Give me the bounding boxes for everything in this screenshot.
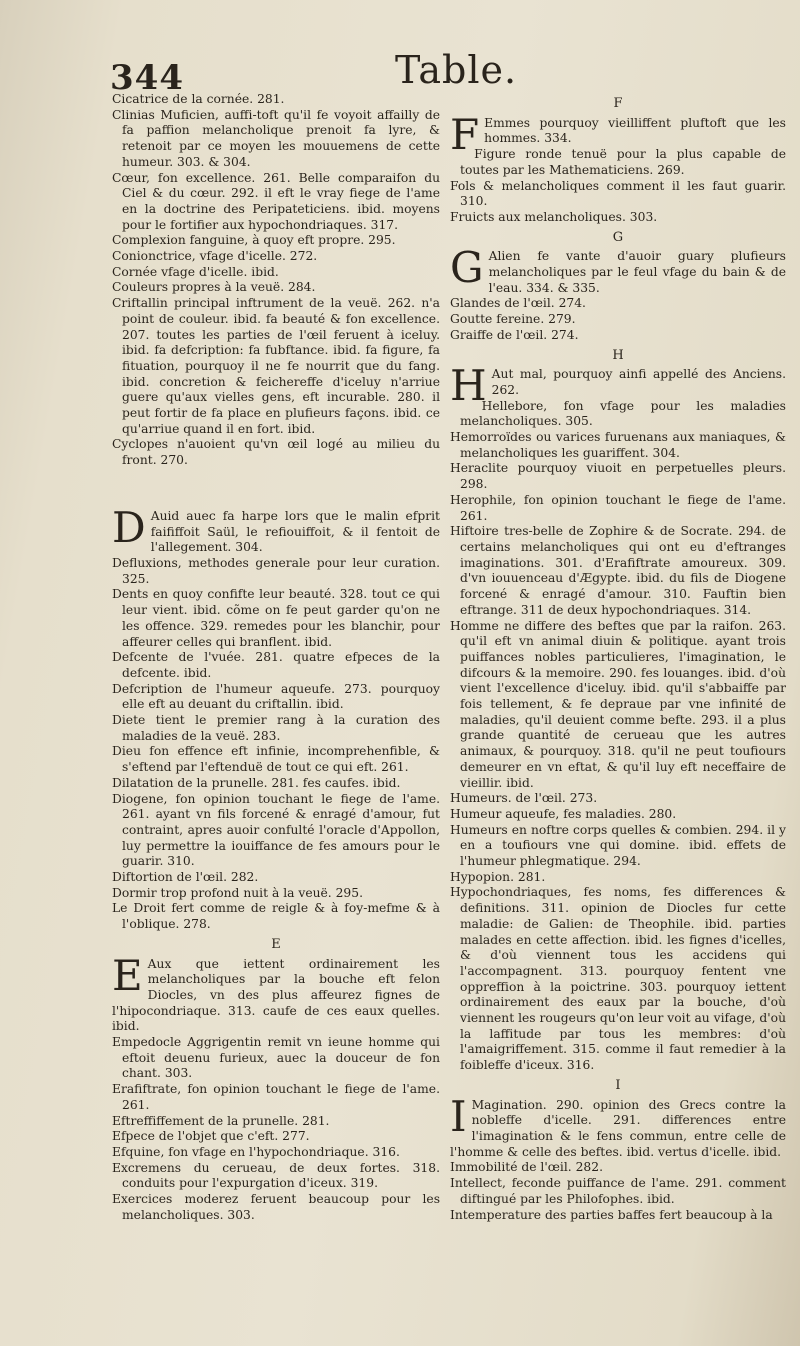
index-entry: Cœur, fon excellence. 261. Belle comparaifon du Ciel & du cœur. 292. il eft le vray fiege de l'ame en la doctrine des Peripateticiens. ibid. moyens pour le fortifier aux hypochondriaques. 317. (112, 170, 440, 232)
page-number: 344 (110, 58, 184, 98)
index-entry-initial: DAuid auec fa harpe lors que le malin efprit faififfoit Saül, le refiouiffoit, & il fentoit de l'allegement. 304. (112, 502, 440, 555)
index-entry: Empedocle Aggrigentin remit vn ieune homme qui eftoit deuenu furieux, auec la douceur de fon chant. 303. (112, 1035, 440, 1081)
index-entry: Couleurs propres à la veuë. 284. (112, 280, 316, 295)
index-entry-initial: EAux que iettent ordinairement les melancholiques par la bouche eft felon Diocles, vn des plus affeurez fignes de l'hipocondriaque. 313. caufe de ces eaux quelles. ibid. (112, 950, 440, 1034)
index-entry: Figure ronde tenuë pour la plus capable de toutes par les Mathematiciens. 269. (460, 147, 786, 177)
index-entry: Glandes de l'œil. 274. (450, 296, 586, 311)
index-entry: Heraclite pourquoy viuoit en perpetuelles pleurs. 298. (450, 461, 786, 492)
index-entry: Humeurs en noftre corps quelles & combien. 294. il y en a toufiours vne qui domine. ibid. effets de l'humeur phlegmatique. 294. (450, 822, 786, 869)
index-entry: Graiffe de l'œil. 274. (450, 327, 579, 342)
index-entry: Hiftoire tres-belle de Zophire & de Socrate. 294. de certains melancholiques qui ont eu d'eftranges imaginations. 301. d'Erafiftrate amoureux. 309. d'vn iouuenceau d'Ægypte. ibid. du fils de Diogene forcené & enragé d'amour. 310. Fauftin bien eftrange. 311 de deux hypochondriaques. 314. (450, 524, 786, 617)
index-entry-initial: HAut mal, pourquoy ainfi appellé des Anciens. 262. (450, 361, 786, 411)
index-entry: Defcription de l'humeur aqueufe. 273. pourquoy elle eft au deuant du criftallin. ibid. (112, 681, 440, 712)
index-entry: Eftreffiffement de la prunelle. 281. (112, 1113, 330, 1128)
index-entry: Herophile, fon opinion touchant le fiege de l'ame. 261. (450, 492, 786, 523)
index-entry: Cornée vfage d'icelle. ibid. (112, 264, 279, 279)
index-entry-initial: GAlien fe vante d'auoir guary plufieurs melancholiques par le feul vfage du bain & de l'eau. 334. & 335. (450, 243, 786, 295)
index-entry: Intemperature des parties baffes fert beaucoup à la (450, 1207, 773, 1222)
index-entry: Efquine, fon vfage en l'hypochondriaque. 316. (112, 1145, 400, 1159)
index-entry: Hypochondriaques, fes noms, fes differences & definitions. 311. opinion de Diocles fur cette maladie: de Galien: de Theophile. ibid. parties malades en cette affection. ibid. les fignes d'icelles, & d'où viennent tous les accidens qui l'accompagnent. 313. pourquoy fentent vne oppreffion à la poictrine. 303. pourquoy iettent ordinairement des eaux par la bouche, d'où viennent les rougeurs qu'on leur voit au vifage, d'où la laffitude par tous les membres: d'où l'amaigriffement. 315. comme il faut remedier à la foibleffe d'iceux. 316. (450, 885, 786, 1073)
index-entry: Humeurs. de l'œil. 273. (450, 791, 598, 806)
index-entry: Hypopion. 281. (450, 869, 546, 884)
letter-section-header: I (615, 1077, 621, 1093)
index-entry: Le Droit fert comme de reigle & à foy-mefme & à l'oblique. 278. (112, 901, 440, 932)
index-entry: Erafiftrate, fon opinion touchant le fiege de l'ame. 261. (112, 1082, 440, 1112)
index-entry: Fols & melancholiques comment il les faut guarir. 310. (450, 178, 786, 209)
index-entry: Clinias Muficien, auffi-toft qu'il fe voyoit affailly de fa paffion melancholique prenoit fa lyre, & retenoit par ce moyen les mouuemens de cette humeur. 303. & 304. (112, 107, 440, 169)
index-entry: Complexion fanguine, à quoy eft propre. 295. (112, 233, 396, 248)
index-column-right (450, 92, 786, 1223)
index-entry: Criftallin principal inftrument de la veuë. 262. n'a point de couleur. ibid. fa beauté & fon excellence. 207. toutes les parties de l'œil feruent à iceluy. ibid. fa defcription: fa fubftance. ibid. fa figure, fa fituation, pourquoy il ne fe nourrit que du fang. ibid. concretion & feichereffe d'iceluy n'arriue guere qu'aux vielles gens, eft incurable. 280. il peut fortir de fa place en plufieurs façons. ibid. ce qu'arriue quand il en fort. ibid. (112, 296, 440, 436)
index-entry: Dieu fon effence eft infinie, incomprehenfible, & s'eftend par l'eftenduë de tout ce qui eft. 261. (112, 744, 440, 775)
index-entry-initial: FEmmes pourquoy vieilliffent pluftoft que les hommes. 334. (450, 109, 786, 159)
index-entry: Intellect, feconde puiffance de l'ame. 291. comment diftingué par les Philofophes. ibid. (450, 1176, 786, 1206)
index-entry: Efpece de l'objet que c'eft. 277. (112, 1129, 310, 1144)
index-entry: Excremens du cerueau, de deux fortes. 318. conduits pour l'expurgation d'iceux. 319. (112, 1160, 440, 1191)
index-entry: Defcente de l'vuée. 281. quatre efpeces de la defcente. ibid. (112, 650, 440, 680)
index-entry: Goutte fereine. 279. (450, 312, 576, 327)
index-entry: Homme ne differe des beftes que par la raifon. 263. qu'il eft vn animal diuin & politique. ayant trois puiffances nobles particulieres, l'imagination, le difcours & la memoire. 290. fes louanges. ibid. d'où vient l'excellence d'iceluy. ibid. qu'il s'abbaiffe par fois tellement, & fe depraue par vne infinité de maladies, qu'il deuient comme befte. 293. il a plus grande quantité de cerueau que les autres animaux, & pourquoy. 318. qu'il ne peut toufiours demeurer en vn eftat, & qu'il luy eft neceffaire de vieillir. ibid. (450, 618, 786, 790)
index-entry: Dilatation de la prunelle. 281. fes caufes. ibid. (112, 775, 401, 790)
page-title: Table. (395, 48, 518, 92)
index-entry: Dormir trop profond nuit à la veuë. 295. (112, 885, 363, 900)
index-entry: Diogene, fon opinion touchant le fiege de l'ame. 261. ayant vn fils forcené & enragé d'amour, fut contraint, apres auoir confulté l'oracle d'Appollon, luy permettre la iouiffance de fes amours pour le guarir. 310. (112, 791, 440, 869)
index-entry: Diete tient le premier rang à la curation des maladies de la veuë. 283. (112, 713, 440, 743)
index-entry: Hellebore, fon vfage pour les maladies melancholiques. 305. (460, 398, 786, 429)
letter-section-header: E (271, 936, 281, 952)
index-entry: Dents en quoy confifte leur beauté. 328. tout ce qui leur vient. ibid. cõme on fe peut garder qu'on ne les offence. 329. remedes pour les blanchir, pour affeurer celles qui branflent. ibid. (112, 587, 440, 649)
index-column-left (112, 92, 440, 1224)
index-entry: Humeur aqueufe, fes maladies. 280. (450, 806, 677, 821)
index-entry: Cicatrice de la cornée. 281. (112, 92, 285, 106)
letter-section-header: G (612, 229, 624, 245)
index-entry: Defluxions, methodes generale pour leur curation. 325. (112, 555, 440, 586)
index-entry-initial: IMagination. 290. opinion des Grecs contre la nobleffe d'icelle. 291. differences entre l'imagination & le fens commun, entre celle de l'homme & celle des beftes. ibid. vertus d'icelle. ibid. (450, 1091, 786, 1159)
index-entry: Conionctrice, vfage d'icelle. 272. (112, 249, 318, 264)
index-entry: Fruicts aux melancholiques. 303. (450, 209, 658, 224)
letter-section-header: F (613, 96, 623, 111)
index-entry: Diftortion de l'œil. 282. (112, 870, 259, 885)
index-entry: Immobilité de l'œil. 282. (450, 1160, 603, 1175)
letter-section-header: H (612, 347, 624, 363)
index-entry: Hemorroïdes ou varices furuenans aux maniaques, & melancholiques les guariffent. 304. (450, 430, 786, 460)
index-entry: Exercices moderez feruent beaucoup pour les melancholiques. 303. (112, 1192, 440, 1222)
index-entry: Cyclopes n'auoient qu'vn œil logé au milieu du front. 270. (112, 437, 440, 468)
